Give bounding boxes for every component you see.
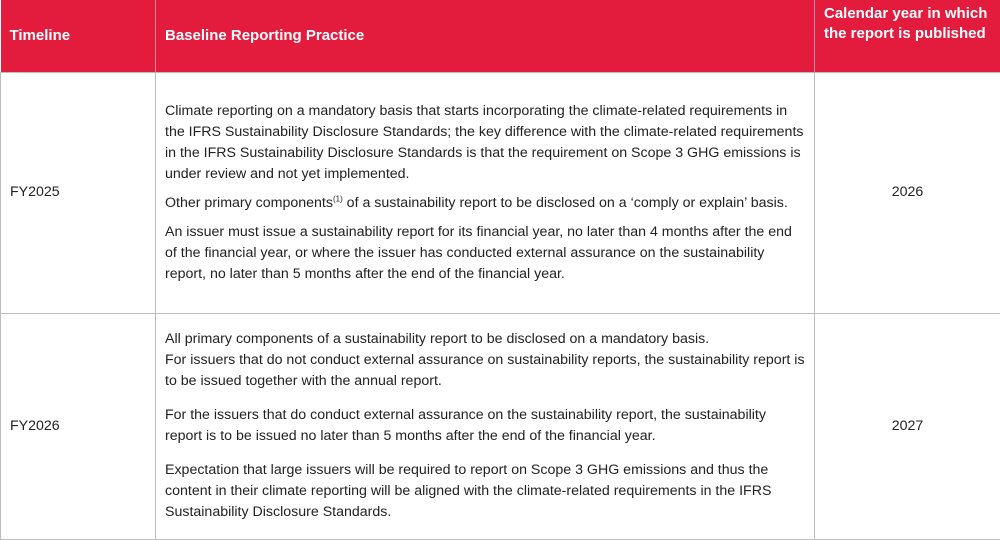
practice-paragraph: All primary components of a sustainability report to be disclosed on a mandatory basis. bbox=[165, 331, 710, 347]
practice-paragraph: For issuers that do not conduct external assurance on sustainability reports, the sustainability report is to be issued together with the annual report. bbox=[165, 352, 805, 389]
header-timeline: Timeline bbox=[1, 0, 156, 72]
paragraph-text: Other primary components bbox=[165, 194, 333, 211]
practice-cell bbox=[156, 313, 815, 539]
table-body bbox=[1, 72, 1000, 539]
table-header bbox=[1, 0, 1000, 72]
table-row-fy2025 bbox=[1, 72, 1000, 313]
practice-paragraph: An issuer must issue a sustainability report for its financial year, no later than 4 months after the end of the financial year, or where the issuer has conducted external assurance on the sustainability report, no later than 5 months after the end of the financial year. bbox=[165, 223, 792, 282]
paragraph-text: of a sustainability report to be disclosed on a ‘comply or explain’ basis. bbox=[342, 194, 788, 211]
timeline-cell: FY2026 bbox=[1, 313, 156, 539]
header-baseline-reporting-practice: Baseline Reporting Practice bbox=[156, 0, 815, 72]
practice-paragraph: Expectation that large issuers will be required to report on Scope 3 GHG emissions and thus the content in their climate reporting will be aligned with the climate-related requirements in the IFRS Sustainability Disclosure Standards. bbox=[165, 462, 772, 520]
practice-paragraph bbox=[165, 193, 805, 214]
year-cell: 2027 bbox=[815, 313, 1000, 539]
footnote-marker: (1) bbox=[332, 193, 343, 203]
table-row-fy2026 bbox=[1, 313, 1000, 539]
paragraph-group bbox=[165, 329, 805, 392]
practice-text bbox=[165, 101, 805, 285]
header-row bbox=[1, 0, 1000, 72]
practice-paragraph: For the issuers that do conduct external assurance on the sustainability report, the sustainability report is to be issued no later than 5 months after the end of the financial year. bbox=[165, 407, 766, 444]
practice-text bbox=[165, 329, 805, 523]
paragraph-group bbox=[165, 405, 805, 447]
practice-cell bbox=[156, 72, 815, 313]
header-calendar-year: Calendar year in which the report is published bbox=[815, 0, 1000, 72]
timeline-cell: FY2025 bbox=[1, 72, 156, 313]
paragraph-group bbox=[165, 460, 805, 523]
practice-paragraph: Climate reporting on a mandatory basis that starts incorporating the climate-related requirements in the IFRS Sustainability Disclosure Standards; the key difference with the climate-related requirements in the IFRS Sustainability Disclosure Standards is that the requirement on Scope 3 GHG emissions is under review and not yet implemented. bbox=[165, 102, 804, 182]
year-cell: 2026 bbox=[815, 72, 1000, 313]
